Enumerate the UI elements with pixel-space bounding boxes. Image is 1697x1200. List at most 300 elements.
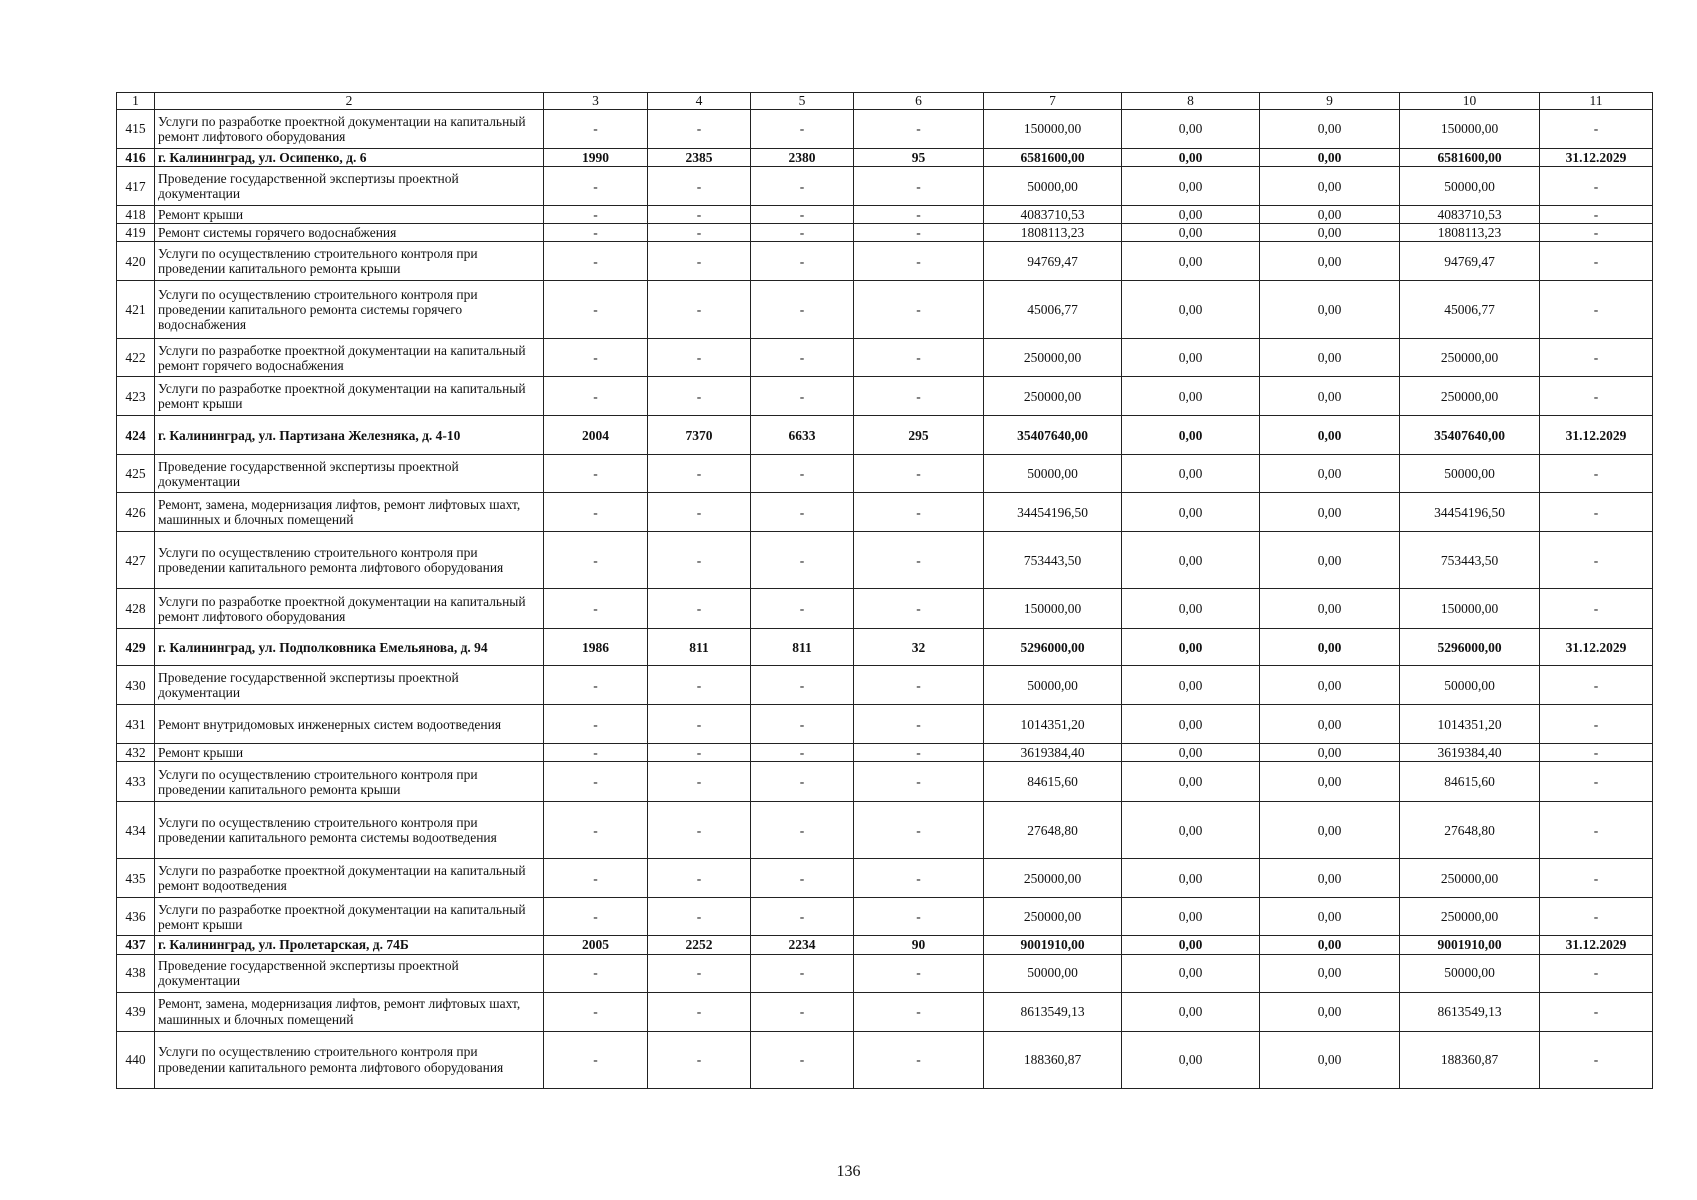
value-cell-4: - bbox=[648, 744, 751, 762]
value-cell-7: 84615,60 bbox=[984, 762, 1122, 802]
value-cell-3: - bbox=[544, 167, 648, 206]
value-cell-8: 0,00 bbox=[1122, 224, 1260, 242]
value-cell-5: - bbox=[751, 898, 854, 936]
value-cell-3: - bbox=[544, 206, 648, 224]
value-cell-8: 0,00 bbox=[1122, 992, 1260, 1031]
value-cell-9: 0,00 bbox=[1260, 629, 1400, 666]
value-cell-7: 27648,80 bbox=[984, 802, 1122, 859]
value-cell-10: 50000,00 bbox=[1400, 954, 1540, 992]
value-cell-4: - bbox=[648, 224, 751, 242]
value-cell-4: - bbox=[648, 167, 751, 206]
value-cell-6: - bbox=[854, 339, 984, 377]
description-cell: Услуги по разработке проектной документации на капитальный ремонт крыши bbox=[155, 898, 544, 936]
value-cell-5: 2234 bbox=[751, 936, 854, 954]
value-cell-6: - bbox=[854, 242, 984, 281]
value-cell-7: 3619384,40 bbox=[984, 744, 1122, 762]
value-cell-7: 6581600,00 bbox=[984, 149, 1122, 167]
table-row bbox=[117, 1031, 1653, 1088]
value-cell-9: 0,00 bbox=[1260, 532, 1400, 589]
value-cell-5: - bbox=[751, 455, 854, 493]
table-row bbox=[117, 898, 1653, 936]
value-cell-7: 34454196,50 bbox=[984, 493, 1122, 532]
table-row bbox=[117, 532, 1653, 589]
value-cell-4: - bbox=[648, 762, 751, 802]
value-cell-5: - bbox=[751, 762, 854, 802]
header-row bbox=[117, 93, 1653, 110]
value-cell-6: - bbox=[854, 954, 984, 992]
value-cell-3: - bbox=[544, 455, 648, 493]
value-cell-7: 94769,47 bbox=[984, 242, 1122, 281]
value-cell-10: 50000,00 bbox=[1400, 666, 1540, 705]
value-cell-11: - bbox=[1540, 589, 1653, 629]
value-cell-8: 0,00 bbox=[1122, 455, 1260, 493]
table-row bbox=[117, 859, 1653, 898]
description-cell: г. Калининград, ул. Осипенко, д. 6 bbox=[155, 149, 544, 167]
value-cell-3: - bbox=[544, 992, 648, 1031]
value-cell-9: 0,00 bbox=[1260, 149, 1400, 167]
value-cell-4: - bbox=[648, 242, 751, 281]
value-cell-9: 0,00 bbox=[1260, 416, 1400, 455]
row-number-cell: 425 bbox=[117, 455, 155, 493]
value-cell-9: 0,00 bbox=[1260, 802, 1400, 859]
value-cell-8: 0,00 bbox=[1122, 629, 1260, 666]
value-cell-6: - bbox=[854, 281, 984, 339]
table-row bbox=[117, 954, 1653, 992]
description-cell: г. Калининград, ул. Подполковника Емельянова, д. 94 bbox=[155, 629, 544, 666]
table-body bbox=[117, 110, 1653, 1089]
value-cell-7: 50000,00 bbox=[984, 167, 1122, 206]
table-row bbox=[117, 149, 1653, 167]
value-cell-9: 0,00 bbox=[1260, 242, 1400, 281]
value-cell-7: 753443,50 bbox=[984, 532, 1122, 589]
description-cell: Проведение государственной экспертизы проектной документации bbox=[155, 666, 544, 705]
header-cell-2: 2 bbox=[155, 93, 544, 110]
value-cell-9: 0,00 bbox=[1260, 455, 1400, 493]
value-cell-4: - bbox=[648, 1031, 751, 1088]
value-cell-5: - bbox=[751, 167, 854, 206]
row-number-cell: 428 bbox=[117, 589, 155, 629]
value-cell-9: 0,00 bbox=[1260, 493, 1400, 532]
value-cell-11: - bbox=[1540, 954, 1653, 992]
value-cell-5: 2380 bbox=[751, 149, 854, 167]
value-cell-5: - bbox=[751, 339, 854, 377]
description-cell: Ремонт системы горячего водоснабжения bbox=[155, 224, 544, 242]
value-cell-5: 6633 bbox=[751, 416, 854, 455]
value-cell-3: - bbox=[544, 954, 648, 992]
row-number-cell: 416 bbox=[117, 149, 155, 167]
row-number-cell: 436 bbox=[117, 898, 155, 936]
value-cell-3: - bbox=[544, 339, 648, 377]
table-row bbox=[117, 493, 1653, 532]
value-cell-3: - bbox=[544, 532, 648, 589]
value-cell-10: 5296000,00 bbox=[1400, 629, 1540, 666]
value-cell-11: - bbox=[1540, 224, 1653, 242]
description-cell: Ремонт, замена, модернизация лифтов, ремонт лифтовых шахт, машинных и блочных помещений bbox=[155, 992, 544, 1031]
header-cell-6: 6 bbox=[854, 93, 984, 110]
value-cell-10: 250000,00 bbox=[1400, 339, 1540, 377]
value-cell-5: - bbox=[751, 224, 854, 242]
value-cell-6: - bbox=[854, 377, 984, 416]
value-cell-4: - bbox=[648, 206, 751, 224]
table-row bbox=[117, 455, 1653, 493]
value-cell-10: 3619384,40 bbox=[1400, 744, 1540, 762]
value-cell-8: 0,00 bbox=[1122, 242, 1260, 281]
value-cell-9: 0,00 bbox=[1260, 936, 1400, 954]
value-cell-11: - bbox=[1540, 339, 1653, 377]
description-cell: Проведение государственной экспертизы проектной документации bbox=[155, 167, 544, 206]
description-cell: Услуги по осуществлению строительного контроля при проведении капитального ремонта крыши bbox=[155, 762, 544, 802]
value-cell-4: - bbox=[648, 898, 751, 936]
value-cell-9: 0,00 bbox=[1260, 589, 1400, 629]
row-number-cell: 420 bbox=[117, 242, 155, 281]
row-number-cell: 434 bbox=[117, 802, 155, 859]
value-cell-10: 84615,60 bbox=[1400, 762, 1540, 802]
value-cell-11: - bbox=[1540, 206, 1653, 224]
header-cell-1: 1 bbox=[117, 93, 155, 110]
value-cell-11: - bbox=[1540, 532, 1653, 589]
value-cell-11: - bbox=[1540, 802, 1653, 859]
value-cell-11: - bbox=[1540, 898, 1653, 936]
value-cell-8: 0,00 bbox=[1122, 744, 1260, 762]
value-cell-3: - bbox=[544, 898, 648, 936]
value-cell-8: 0,00 bbox=[1122, 149, 1260, 167]
value-cell-6: - bbox=[854, 110, 984, 149]
value-cell-11: - bbox=[1540, 493, 1653, 532]
header-cell-5: 5 bbox=[751, 93, 854, 110]
value-cell-10: 150000,00 bbox=[1400, 110, 1540, 149]
row-number-cell: 429 bbox=[117, 629, 155, 666]
row-number-cell: 433 bbox=[117, 762, 155, 802]
value-cell-3: - bbox=[544, 493, 648, 532]
value-cell-11: - bbox=[1540, 666, 1653, 705]
value-cell-11: - bbox=[1540, 377, 1653, 416]
value-cell-8: 0,00 bbox=[1122, 954, 1260, 992]
value-cell-10: 1014351,20 bbox=[1400, 705, 1540, 744]
value-cell-9: 0,00 bbox=[1260, 705, 1400, 744]
table-row bbox=[117, 629, 1653, 666]
value-cell-3: - bbox=[544, 589, 648, 629]
row-number-cell: 415 bbox=[117, 110, 155, 149]
value-cell-8: 0,00 bbox=[1122, 206, 1260, 224]
row-number-cell: 431 bbox=[117, 705, 155, 744]
value-cell-6: 32 bbox=[854, 629, 984, 666]
page-number: 136 bbox=[836, 1163, 861, 1180]
table-row bbox=[117, 744, 1653, 762]
description-cell: Услуги по разработке проектной документации на капитальный ремонт лифтового оборудования bbox=[155, 589, 544, 629]
value-cell-9: 0,00 bbox=[1260, 666, 1400, 705]
description-cell: Услуги по разработке проектной документации на капитальный ремонт горячего водоснабжения bbox=[155, 339, 544, 377]
value-cell-9: 0,00 bbox=[1260, 167, 1400, 206]
value-cell-3: - bbox=[544, 1031, 648, 1088]
value-cell-10: 250000,00 bbox=[1400, 859, 1540, 898]
description-cell: Ремонт внутридомовых инженерных систем водоотведения bbox=[155, 705, 544, 744]
value-cell-7: 9001910,00 bbox=[984, 936, 1122, 954]
row-number-cell: 426 bbox=[117, 493, 155, 532]
value-cell-3: - bbox=[544, 281, 648, 339]
row-number-cell: 435 bbox=[117, 859, 155, 898]
value-cell-7: 250000,00 bbox=[984, 859, 1122, 898]
value-cell-3: - bbox=[544, 802, 648, 859]
table-row bbox=[117, 167, 1653, 206]
value-cell-5: - bbox=[751, 744, 854, 762]
value-cell-3: - bbox=[544, 224, 648, 242]
value-cell-4: - bbox=[648, 532, 751, 589]
value-cell-7: 150000,00 bbox=[984, 110, 1122, 149]
value-cell-10: 45006,77 bbox=[1400, 281, 1540, 339]
value-cell-8: 0,00 bbox=[1122, 281, 1260, 339]
value-cell-7: 50000,00 bbox=[984, 455, 1122, 493]
header-cell-10: 10 bbox=[1400, 93, 1540, 110]
value-cell-10: 8613549,13 bbox=[1400, 992, 1540, 1031]
value-cell-3: - bbox=[544, 377, 648, 416]
table-row bbox=[117, 377, 1653, 416]
value-cell-4: - bbox=[648, 455, 751, 493]
value-cell-5: - bbox=[751, 802, 854, 859]
table-row bbox=[117, 666, 1653, 705]
value-cell-8: 0,00 bbox=[1122, 589, 1260, 629]
value-cell-11: - bbox=[1540, 281, 1653, 339]
value-cell-8: 0,00 bbox=[1122, 898, 1260, 936]
value-cell-11: - bbox=[1540, 859, 1653, 898]
value-cell-6: - bbox=[854, 992, 984, 1031]
row-number-cell: 438 bbox=[117, 954, 155, 992]
value-cell-6: - bbox=[854, 206, 984, 224]
value-cell-8: 0,00 bbox=[1122, 110, 1260, 149]
description-cell: Услуги по разработке проектной документации на капитальный ремонт водоотведения bbox=[155, 859, 544, 898]
value-cell-9: 0,00 bbox=[1260, 992, 1400, 1031]
value-cell-11: - bbox=[1540, 992, 1653, 1031]
value-cell-7: 35407640,00 bbox=[984, 416, 1122, 455]
row-number-cell: 422 bbox=[117, 339, 155, 377]
value-cell-10: 1808113,23 bbox=[1400, 224, 1540, 242]
value-cell-7: 1808113,23 bbox=[984, 224, 1122, 242]
value-cell-5: - bbox=[751, 589, 854, 629]
value-cell-5: - bbox=[751, 666, 854, 705]
value-cell-9: 0,00 bbox=[1260, 224, 1400, 242]
value-cell-7: 8613549,13 bbox=[984, 992, 1122, 1031]
value-cell-9: 0,00 bbox=[1260, 898, 1400, 936]
value-cell-11: - bbox=[1540, 110, 1653, 149]
value-cell-5: - bbox=[751, 377, 854, 416]
value-cell-6: - bbox=[854, 493, 984, 532]
value-cell-10: 94769,47 bbox=[1400, 242, 1540, 281]
value-cell-5: 811 bbox=[751, 629, 854, 666]
value-cell-5: - bbox=[751, 206, 854, 224]
value-cell-8: 0,00 bbox=[1122, 859, 1260, 898]
value-cell-4: - bbox=[648, 802, 751, 859]
value-cell-6: - bbox=[854, 762, 984, 802]
value-cell-4: - bbox=[648, 859, 751, 898]
value-cell-8: 0,00 bbox=[1122, 339, 1260, 377]
value-cell-5: - bbox=[751, 281, 854, 339]
value-cell-11: - bbox=[1540, 455, 1653, 493]
value-cell-6: - bbox=[854, 666, 984, 705]
value-cell-5: - bbox=[751, 110, 854, 149]
value-cell-8: 0,00 bbox=[1122, 802, 1260, 859]
repair-schedule-table bbox=[116, 92, 1653, 1089]
description-cell: Услуги по осуществлению строительного контроля при проведении капитального ремонта лифтового оборудования bbox=[155, 532, 544, 589]
value-cell-10: 27648,80 bbox=[1400, 802, 1540, 859]
value-cell-5: - bbox=[751, 1031, 854, 1088]
value-cell-3: 2005 bbox=[544, 936, 648, 954]
value-cell-4: - bbox=[648, 493, 751, 532]
value-cell-10: 50000,00 bbox=[1400, 455, 1540, 493]
value-cell-5: - bbox=[751, 859, 854, 898]
value-cell-11: - bbox=[1540, 167, 1653, 206]
value-cell-7: 188360,87 bbox=[984, 1031, 1122, 1088]
description-cell: Услуги по разработке проектной документации на капитальный ремонт лифтового оборудования bbox=[155, 110, 544, 149]
row-number-cell: 417 bbox=[117, 167, 155, 206]
value-cell-9: 0,00 bbox=[1260, 744, 1400, 762]
value-cell-9: 0,00 bbox=[1260, 281, 1400, 339]
value-cell-10: 250000,00 bbox=[1400, 898, 1540, 936]
description-cell: Проведение государственной экспертизы проектной документации bbox=[155, 455, 544, 493]
value-cell-6: - bbox=[854, 589, 984, 629]
value-cell-8: 0,00 bbox=[1122, 936, 1260, 954]
description-cell: Услуги по разработке проектной документации на капитальный ремонт крыши bbox=[155, 377, 544, 416]
value-cell-8: 0,00 bbox=[1122, 377, 1260, 416]
description-cell: Услуги по осуществлению строительного контроля при проведении капитального ремонта крыши bbox=[155, 242, 544, 281]
value-cell-8: 0,00 bbox=[1122, 167, 1260, 206]
row-number-cell: 439 bbox=[117, 992, 155, 1031]
value-cell-6: - bbox=[854, 802, 984, 859]
row-number-cell: 440 bbox=[117, 1031, 155, 1088]
value-cell-10: 34454196,50 bbox=[1400, 493, 1540, 532]
table-row bbox=[117, 206, 1653, 224]
header-cell-7: 7 bbox=[984, 93, 1122, 110]
header-cell-9: 9 bbox=[1260, 93, 1400, 110]
value-cell-6: - bbox=[854, 859, 984, 898]
table-row bbox=[117, 992, 1653, 1031]
value-cell-10: 250000,00 bbox=[1400, 377, 1540, 416]
value-cell-3: - bbox=[544, 705, 648, 744]
value-cell-7: 250000,00 bbox=[984, 377, 1122, 416]
value-cell-10: 4083710,53 bbox=[1400, 206, 1540, 224]
value-cell-9: 0,00 bbox=[1260, 954, 1400, 992]
value-cell-8: 0,00 bbox=[1122, 762, 1260, 802]
value-cell-5: - bbox=[751, 954, 854, 992]
value-cell-5: - bbox=[751, 242, 854, 281]
header-cell-11: 11 bbox=[1540, 93, 1653, 110]
value-cell-9: 0,00 bbox=[1260, 110, 1400, 149]
value-cell-8: 0,00 bbox=[1122, 1031, 1260, 1088]
value-cell-4: - bbox=[648, 666, 751, 705]
value-cell-8: 0,00 bbox=[1122, 666, 1260, 705]
value-cell-10: 6581600,00 bbox=[1400, 149, 1540, 167]
table-row bbox=[117, 224, 1653, 242]
row-number-cell: 430 bbox=[117, 666, 155, 705]
value-cell-6: - bbox=[854, 1031, 984, 1088]
description-cell: г. Калининград, ул. Пролетарская, д. 74Б bbox=[155, 936, 544, 954]
value-cell-11: 31.12.2029 bbox=[1540, 416, 1653, 455]
value-cell-11: - bbox=[1540, 242, 1653, 281]
value-cell-6: - bbox=[854, 532, 984, 589]
value-cell-4: 7370 bbox=[648, 416, 751, 455]
value-cell-3: 1990 bbox=[544, 149, 648, 167]
description-cell: Услуги по осуществлению строительного контроля при проведении капитального ремонта системы водоотведения bbox=[155, 802, 544, 859]
value-cell-6: 295 bbox=[854, 416, 984, 455]
value-cell-4: 811 bbox=[648, 629, 751, 666]
value-cell-5: - bbox=[751, 493, 854, 532]
description-cell: Услуги по осуществлению строительного контроля при проведении капитального ремонта системы горячего водоснабжения bbox=[155, 281, 544, 339]
value-cell-11: 31.12.2029 bbox=[1540, 149, 1653, 167]
value-cell-3: 1986 bbox=[544, 629, 648, 666]
table-row bbox=[117, 416, 1653, 455]
description-cell: Ремонт, замена, модернизация лифтов, ремонт лифтовых шахт, машинных и блочных помещений bbox=[155, 493, 544, 532]
value-cell-11: 31.12.2029 bbox=[1540, 936, 1653, 954]
value-cell-6: - bbox=[854, 224, 984, 242]
table-row bbox=[117, 110, 1653, 149]
value-cell-4: - bbox=[648, 589, 751, 629]
table-row bbox=[117, 589, 1653, 629]
value-cell-7: 250000,00 bbox=[984, 898, 1122, 936]
value-cell-9: 0,00 bbox=[1260, 859, 1400, 898]
table-row bbox=[117, 762, 1653, 802]
value-cell-4: 2252 bbox=[648, 936, 751, 954]
value-cell-11: - bbox=[1540, 705, 1653, 744]
description-cell: Проведение государственной экспертизы проектной документации bbox=[155, 954, 544, 992]
value-cell-5: - bbox=[751, 532, 854, 589]
value-cell-4: - bbox=[648, 339, 751, 377]
value-cell-11: - bbox=[1540, 762, 1653, 802]
value-cell-9: 0,00 bbox=[1260, 762, 1400, 802]
value-cell-7: 5296000,00 bbox=[984, 629, 1122, 666]
value-cell-10: 753443,50 bbox=[1400, 532, 1540, 589]
description-cell: Ремонт крыши bbox=[155, 206, 544, 224]
value-cell-3: - bbox=[544, 762, 648, 802]
table-row bbox=[117, 281, 1653, 339]
row-number-cell: 427 bbox=[117, 532, 155, 589]
value-cell-8: 0,00 bbox=[1122, 416, 1260, 455]
value-cell-4: - bbox=[648, 377, 751, 416]
value-cell-7: 150000,00 bbox=[984, 589, 1122, 629]
table-row bbox=[117, 242, 1653, 281]
value-cell-9: 0,00 bbox=[1260, 377, 1400, 416]
value-cell-10: 150000,00 bbox=[1400, 589, 1540, 629]
value-cell-7: 45006,77 bbox=[984, 281, 1122, 339]
header-cell-3: 3 bbox=[544, 93, 648, 110]
value-cell-5: - bbox=[751, 705, 854, 744]
value-cell-4: - bbox=[648, 954, 751, 992]
value-cell-9: 0,00 bbox=[1260, 1031, 1400, 1088]
value-cell-3: - bbox=[544, 744, 648, 762]
value-cell-3: - bbox=[544, 242, 648, 281]
value-cell-8: 0,00 bbox=[1122, 493, 1260, 532]
value-cell-6: - bbox=[854, 167, 984, 206]
header-cell-8: 8 bbox=[1122, 93, 1260, 110]
value-cell-8: 0,00 bbox=[1122, 705, 1260, 744]
row-number-cell: 437 bbox=[117, 936, 155, 954]
row-number-cell: 432 bbox=[117, 744, 155, 762]
description-cell: Услуги по осуществлению строительного контроля при проведении капитального ремонта лифтового оборудования bbox=[155, 1031, 544, 1088]
value-cell-3: - bbox=[544, 110, 648, 149]
value-cell-4: - bbox=[648, 705, 751, 744]
value-cell-6: 90 bbox=[854, 936, 984, 954]
row-number-cell: 424 bbox=[117, 416, 155, 455]
value-cell-7: 50000,00 bbox=[984, 666, 1122, 705]
description-cell: Ремонт крыши bbox=[155, 744, 544, 762]
value-cell-7: 50000,00 bbox=[984, 954, 1122, 992]
value-cell-6: 95 bbox=[854, 149, 984, 167]
value-cell-6: - bbox=[854, 705, 984, 744]
table-row bbox=[117, 802, 1653, 859]
value-cell-11: - bbox=[1540, 744, 1653, 762]
value-cell-6: - bbox=[854, 744, 984, 762]
value-cell-10: 35407640,00 bbox=[1400, 416, 1540, 455]
value-cell-3: - bbox=[544, 859, 648, 898]
value-cell-5: - bbox=[751, 992, 854, 1031]
table-row bbox=[117, 936, 1653, 954]
